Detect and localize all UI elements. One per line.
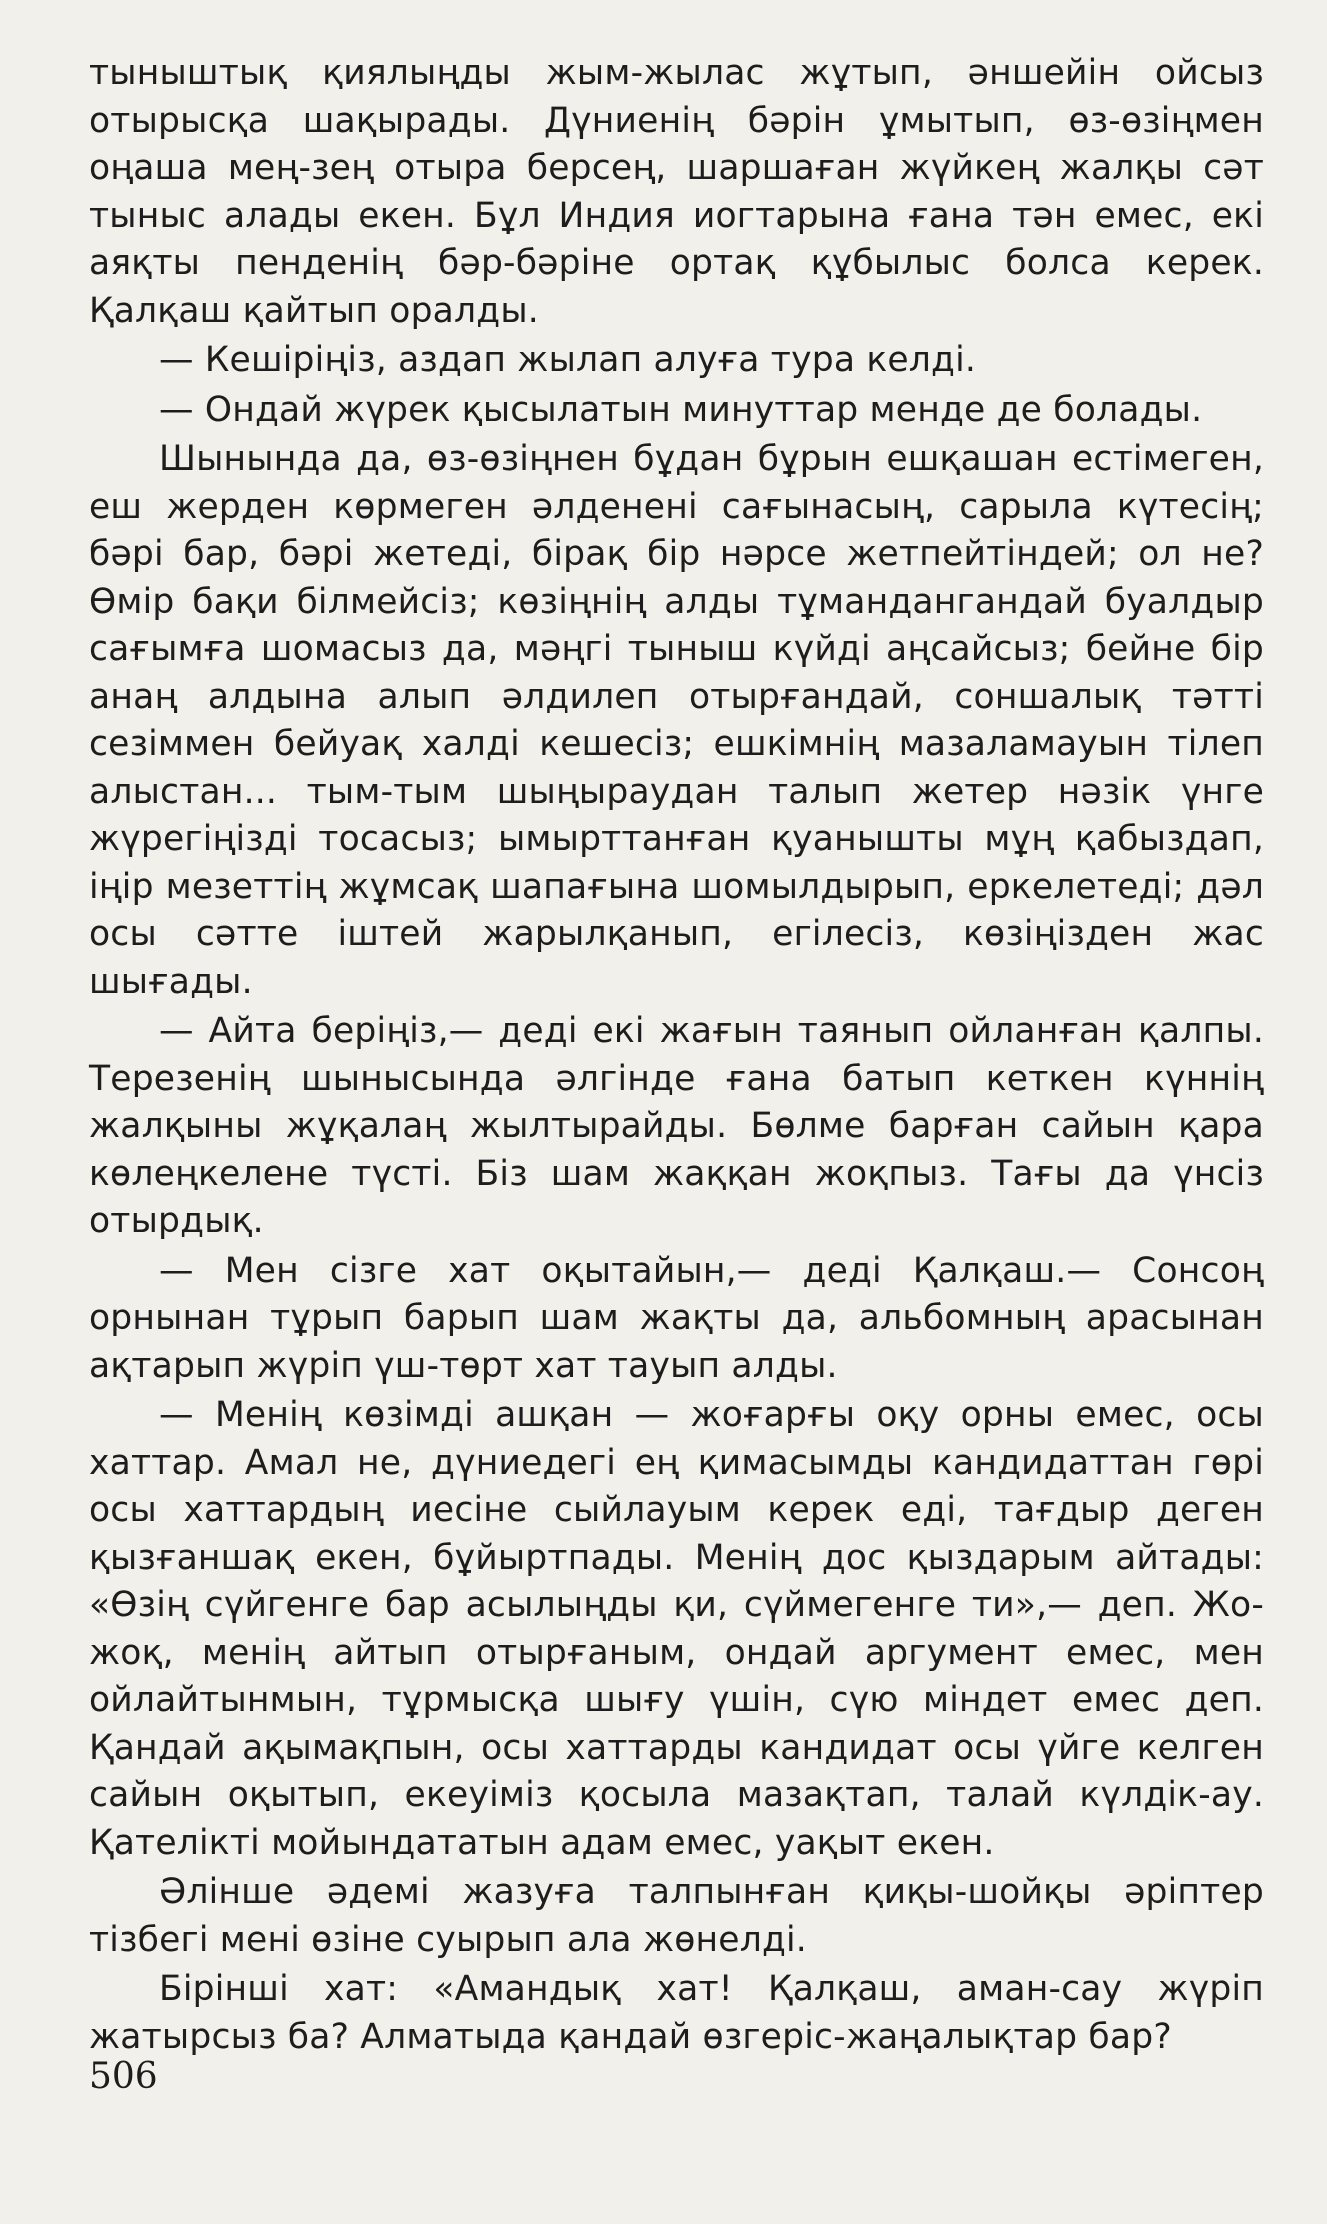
paragraph-6: — Мен сізге хат оқытайын,— деді Қалқаш.— Сонсоң орнынан тұрып барып шам жақты да, альбомның арасынан ақтарып жүріп үш-төрт хат тауып алды. <box>89 1250 1264 1386</box>
body-text <box>89 50 1264 2061</box>
paragraph-3: — Ондай жүрек қысылатын минуттар менде де болады. <box>159 389 1203 430</box>
paragraph-8: Әлінше әдемі жазуға талпынған қиқы-шойқы әріптер тізбегі мені өзіне суырып ала жөнелді. <box>89 1872 1264 1960</box>
paragraph-2: — Кешіріңіз, аздап жылап алуға тура келді. <box>159 340 977 380</box>
paragraph-1: тыныштық қиялыңды жым-жылас жұтып, әншейін ойсыз отырысқа шақырады. Дүниенің бәрін ұмытып, өз-өзіңмен оңаша мең-зең отыра берсең, шаршаған жүйкең жалқы сәт тыныс алады екен. Бұл Индия иогтарына ғана тән емес, екі аяқты пенденің бәр-бәріне ортақ құбылыс болса керек. Қалқаш қайтып оралды. <box>89 53 1264 331</box>
paragraph-7: — Менің көзімді ашқан — жоғарғы оқу орны емес, осы хаттар. Амал не, дүниедегі ең қимасымды кандидаттан гөрі осы хаттардың иесіне сыйлауым керек еді, тағдыр деген қызғаншақ екен, бұйыртпады. Менің дос қыздарым айтады: «Өзің сүйгенге бар асылыңды қи, сүймегенге ти»,— деп. Жо-жоқ, менің айтып отырғаным, ондай аргумент емес, мен ойлайтынмын, тұрмысқа шығу үшін, сүю міндет емес деп. Қандай ақымақпын, осы хаттарды кандидат осы үйге келген сайын оқытып, екеуіміз қосыла мазақтап, талай күлдік-ау. Қателікті мойындататын адам емес, уақыт екен. <box>89 1395 1264 1863</box>
paragraph-4: Шынында да, өз-өзіңнен бұдан бұрын ешқашан естімеген, еш жерден көрмеген әлденені сағынасың, сарыла күтесің; бәрі бар, бәрі жетеді, бірақ бір нәрсе жетпейтіндей; ол не? Өмір бақи білмейсіз; көзіңнің алды тұмандангандай буалдыр сағымға шомасыз да, мәңгі тыныш күйді аңсайсыз; бейне бір анаң алдына алып әлдилеп отырғандай, соншалық тәтті сезіммен бейуақ халді кешесіз; ешкімнің мазаламауын тілеп алыстан... тым-тым шыңыраудан талып жетер нәзік үнге жүрегіңізді тосасыз; ымырттанған қуанышты мұң қабыздап, іңір мезеттің жұмсақ шапағына шомылдырып, еркелетеді; дәл осы сәтте іштей жарылқанып, егілесіз, көзіңізден жас шығады. <box>89 439 1264 1002</box>
paragraph-9: Бірінші хат: «Амандық хат! Қалқаш, аман-сау жүріп жатырсыз ба? Алматыда қандай өзгеріс-жаңалықтар бар? <box>89 1969 1264 2057</box>
paragraph-5: — Айта беріңіз,— деді екі жағын таянып ойланған қалпы. Терезенің шынысында әлгінде ғана батып кеткен күннің жалқыны жұқалаң жылтырайды. Бөлме барған сайын қара көлеңкелене түсті. Біз шам жаққан жоқпыз. Тағы да үнсіз отырдық. <box>89 1011 1264 1241</box>
page-number: 506 <box>89 2056 158 2097</box>
